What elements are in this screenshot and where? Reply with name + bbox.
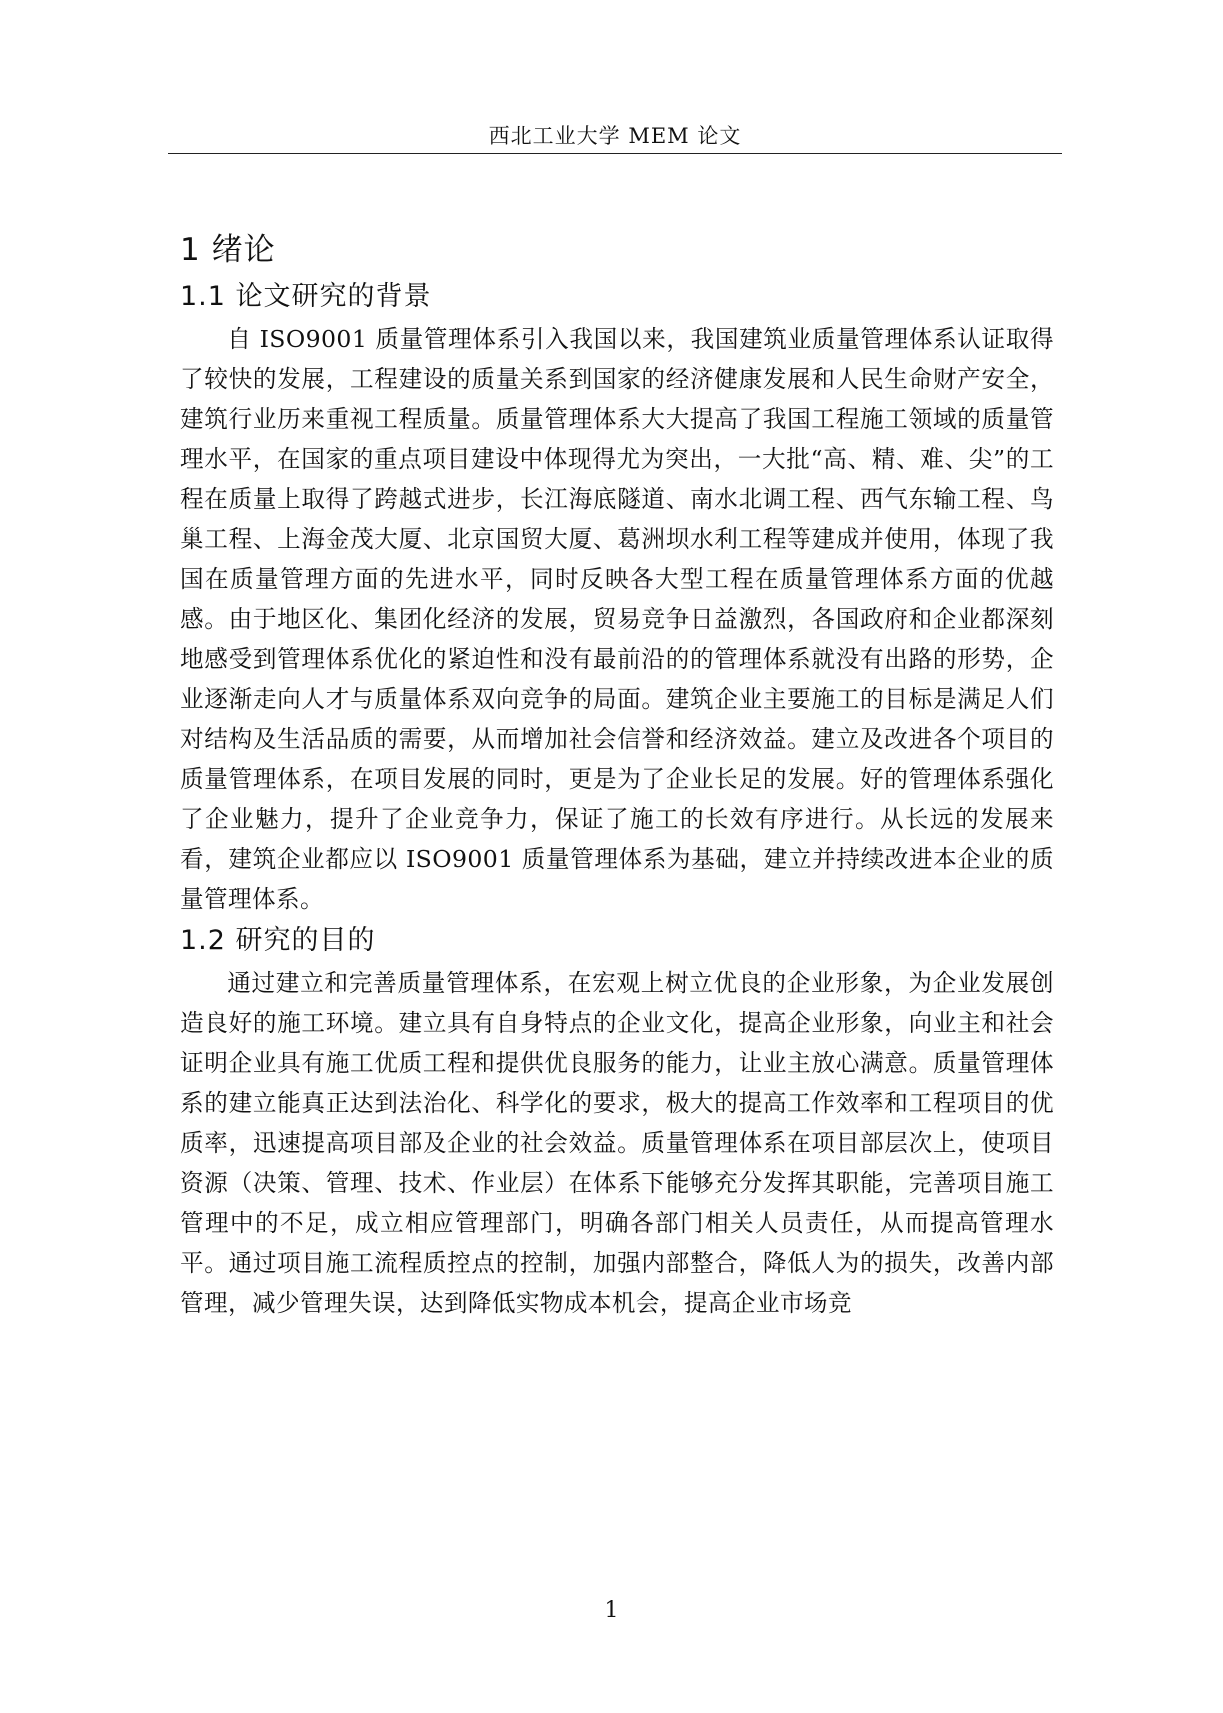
header-divider (168, 153, 1062, 154)
section-paragraph-1-2: 通过建立和完善质量管理体系，在宏观上树立优良的企业形象，为企业发展创造良好的施工环境。建立具有自身特点的企业文化，提高企业形象，向业主和社会证明企业具有施工优质工程和提供优良服务的能力，让业主放心满意。质量管理体系的建立能真正达到法治化、科学化的要求，极大的提高工作效率和工程项目的优质率，迅速提高项目部及企业的社会效益。质量管理体系在项目部层次上，使项目资源（决策、管理、技术、作业层）在体系下能够充分发挥其职能，完善项目施工管理中的不足，成立相应管理部门，明确各部门相关人员责任，从而提高管理水平。通过项目施工流程质控点的控制，加强内部整合，降低人为的损失，改善内部管理，减少管理失误，达到降低实物成本机会，提高企业市场竞 (180, 969, 1054, 1317)
section-heading-1-1: 1.1 论文研究的背景 (180, 281, 432, 312)
section-paragraph-1-1: 自 ISO9001 质量管理体系引入我国以来，我国建筑业质量管理体系认证取得了较快的发展，工程建设的质量关系到国家的经济健康发展和人民生命财产安全，建筑行业历来重视工程质量。质量管理体系大大提高了我国工程施工领域的质量管理水平，在国家的重点项目建设中体现得尤为突出，一大批“高、精、难、尖”的工程在质量上取得了跨越式进步，长江海底隧道、南水北调工程、西气东输工程、鸟巢工程、上海金茂大厦、北京国贸大厦、葛洲坝水利工程等建成并使用，体现了我国在质量管理方面的先进水平，同时反映各大型工程在质量管理体系方面的优越感。由于地区化、集团化经济的发展，贸易竞争日益激烈，各国政府和企业都深刻地感受到管理体系优化的紧迫性和没有最前沿的的管理体系就没有出路的形势，企业逐渐走向人才与质量体系双向竞争的局面。建筑企业主要施工的目标是满足人们对结构及生活品质的需要，从而增加社会信誉和经济效益。建立及改进各个项目的质量管理体系，在项目发展的同时，更是为了企业长足的发展。好的管理体系强化了企业魅力，提升了企业竞争力，保证了施工的长效有序进行。从长远的发展来看，建筑企业都应以 ISO9001 质量管理体系为基础，建立并持续改进本企业的质量管理体系。 (180, 325, 1054, 913)
chapter-title: 1 绪论 (180, 232, 276, 268)
running-header: 西北工业大学 MEM 论文 (488, 124, 742, 148)
page-number: 1 (604, 1598, 619, 1623)
page-body (180, 225, 1054, 1323)
section-heading-1-2: 1.2 研究的目的 (180, 925, 376, 956)
